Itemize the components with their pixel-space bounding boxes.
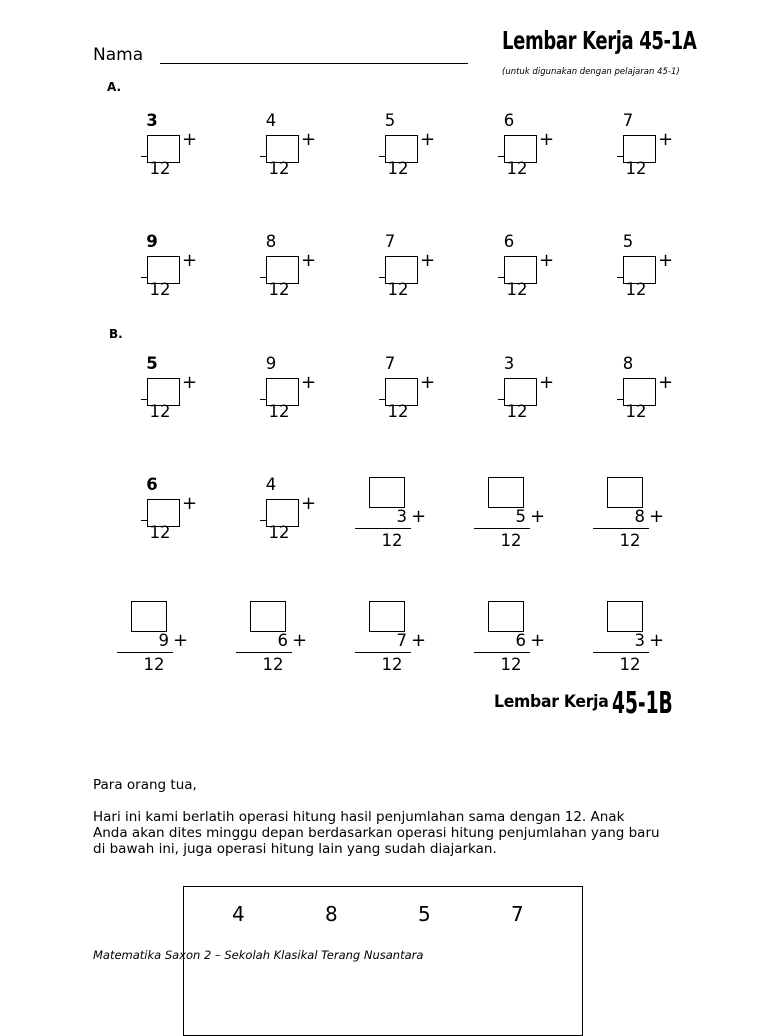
fact-number: 7 (511, 902, 524, 926)
plus-sign: + (411, 630, 427, 651)
known-addend: 8 (622, 354, 634, 373)
known-addend: 6 (503, 232, 515, 251)
known-addend: 3 (634, 631, 645, 650)
plus-sign: + (658, 372, 674, 393)
name-input-line[interactable] (160, 63, 468, 64)
sum-line (355, 652, 411, 653)
plus-sign: + (182, 250, 198, 271)
sum-value: 12 (149, 159, 171, 178)
addition-problem (236, 601, 332, 681)
plus-sign: + (182, 493, 198, 514)
answer-box[interactable] (131, 601, 167, 632)
plus-sign: + (530, 630, 546, 651)
addition-problem (239, 111, 335, 191)
sum-value: 12 (387, 402, 409, 421)
name-label: Nama (93, 45, 144, 65)
answer-box[interactable] (250, 601, 286, 632)
known-addend: 5 (384, 111, 396, 130)
sum-value: 12 (619, 531, 641, 550)
fact-number: 4 (232, 902, 245, 926)
plus-sign: + (649, 506, 665, 527)
letter-greeting: Para orang tua, (93, 777, 197, 793)
known-addend: 8 (634, 507, 645, 526)
sum-value: 12 (387, 159, 409, 178)
plus-sign: + (420, 129, 436, 150)
sum-value: 12 (143, 655, 165, 674)
addition-problem (239, 475, 335, 555)
sum-value: 12 (625, 280, 647, 299)
plus-sign: + (301, 493, 317, 514)
known-addend: 7 (384, 232, 396, 251)
sum-value: 12 (387, 280, 409, 299)
sum-line (355, 528, 411, 529)
footer-text: Matematika Saxon 2 – Sekolah Klasikal Terang Nusantara (93, 948, 424, 962)
addition-problem (355, 601, 451, 681)
plus-sign: + (182, 372, 198, 393)
sum-value: 12 (506, 402, 528, 421)
letter-body: Hari ini kami berlatih operasi hitung hasil penjumlahan sama dengan 12. Anak Anda akan dites minggu depan berdasarkan operasi hitung penjumlahan yang baru di bawah ini, juga operasi hitung lain yang sudah diajarkan. (93, 809, 660, 857)
addition-problem (474, 601, 570, 681)
known-addend: 6 (515, 631, 526, 650)
plus-sign: + (539, 250, 555, 271)
worksheet-b-number: 45-1B (612, 686, 673, 721)
answer-box[interactable] (607, 601, 643, 632)
known-addend: 9 (146, 232, 158, 251)
known-addend: 4 (265, 475, 277, 494)
known-addend: 5 (515, 507, 526, 526)
worksheet-subtitle: (untuk digunakan dengan pelajaran 45-1) (502, 67, 680, 77)
known-addend: 7 (622, 111, 634, 130)
sum-value: 12 (506, 159, 528, 178)
addition-problem (120, 111, 216, 191)
known-addend: 9 (158, 631, 169, 650)
sum-value: 12 (149, 402, 171, 421)
sum-value: 12 (381, 655, 403, 674)
plus-sign: + (173, 630, 189, 651)
sum-value: 12 (506, 280, 528, 299)
known-addend: 5 (622, 232, 634, 251)
known-addend: 7 (396, 631, 407, 650)
worksheet-b-heading (494, 686, 673, 721)
addition-problem (239, 354, 335, 434)
sum-value: 12 (500, 655, 522, 674)
known-addend: 6 (146, 475, 158, 494)
addition-problem (596, 111, 692, 191)
addition-problem (358, 354, 454, 434)
plus-sign: + (649, 630, 665, 651)
worksheet-title: Lembar Kerja 45-1A (502, 26, 697, 55)
known-addend: 3 (396, 507, 407, 526)
addition-problem (596, 354, 692, 434)
answer-box[interactable] (488, 601, 524, 632)
sum-value: 12 (268, 280, 290, 299)
plus-sign: + (420, 372, 436, 393)
addition-problem (477, 354, 573, 434)
known-addend: 9 (265, 354, 277, 373)
sum-line (593, 528, 649, 529)
plus-sign: + (530, 506, 546, 527)
addition-problem (239, 232, 335, 312)
plus-sign: + (301, 250, 317, 271)
plus-sign: + (539, 372, 555, 393)
plus-sign: + (420, 250, 436, 271)
fact-number: 8 (325, 902, 338, 926)
addition-problem (120, 232, 216, 312)
addition-problem (355, 477, 451, 557)
sum-value: 12 (619, 655, 641, 674)
sum-value: 12 (268, 402, 290, 421)
addition-problem (358, 232, 454, 312)
sum-value: 12 (268, 523, 290, 542)
sum-line (474, 652, 530, 653)
sum-value: 12 (381, 531, 403, 550)
sum-value: 12 (500, 531, 522, 550)
addition-problem (593, 601, 689, 681)
known-addend: 8 (265, 232, 277, 251)
sum-line (117, 652, 173, 653)
fact-number: 5 (418, 902, 431, 926)
section-b-label: B. (109, 327, 123, 341)
addition-problem (120, 354, 216, 434)
sum-line (593, 652, 649, 653)
plus-sign: + (658, 129, 674, 150)
plus-sign: + (539, 129, 555, 150)
known-addend: 5 (146, 354, 158, 373)
sum-value: 12 (625, 402, 647, 421)
answer-box[interactable] (488, 477, 524, 508)
addition-problem (593, 477, 689, 557)
sum-value: 12 (149, 523, 171, 542)
known-addend: 3 (146, 111, 158, 130)
addition-problem (117, 601, 213, 681)
plus-sign: + (658, 250, 674, 271)
plus-sign: + (301, 129, 317, 150)
sum-value: 12 (262, 655, 284, 674)
sum-value: 12 (625, 159, 647, 178)
sum-line (474, 528, 530, 529)
addition-problem (358, 111, 454, 191)
plus-sign: + (301, 372, 317, 393)
addition-problem (477, 111, 573, 191)
answer-box[interactable] (607, 477, 643, 508)
answer-box[interactable] (369, 477, 405, 508)
worksheet-b-label: Lembar Kerja (494, 692, 609, 712)
addition-problem (596, 232, 692, 312)
sum-value: 12 (149, 280, 171, 299)
sum-line (236, 652, 292, 653)
section-a-label: A. (107, 80, 122, 94)
sum-value: 12 (268, 159, 290, 178)
known-addend: 6 (277, 631, 288, 650)
answer-box[interactable] (369, 601, 405, 632)
addition-problem (477, 232, 573, 312)
plus-sign: + (292, 630, 308, 651)
plus-sign: + (182, 129, 198, 150)
addition-problem (120, 475, 216, 555)
known-addend: 7 (384, 354, 396, 373)
known-addend: 3 (503, 354, 515, 373)
addition-problem (474, 477, 570, 557)
known-addend: 6 (503, 111, 515, 130)
plus-sign: + (411, 506, 427, 527)
known-addend: 4 (265, 111, 277, 130)
